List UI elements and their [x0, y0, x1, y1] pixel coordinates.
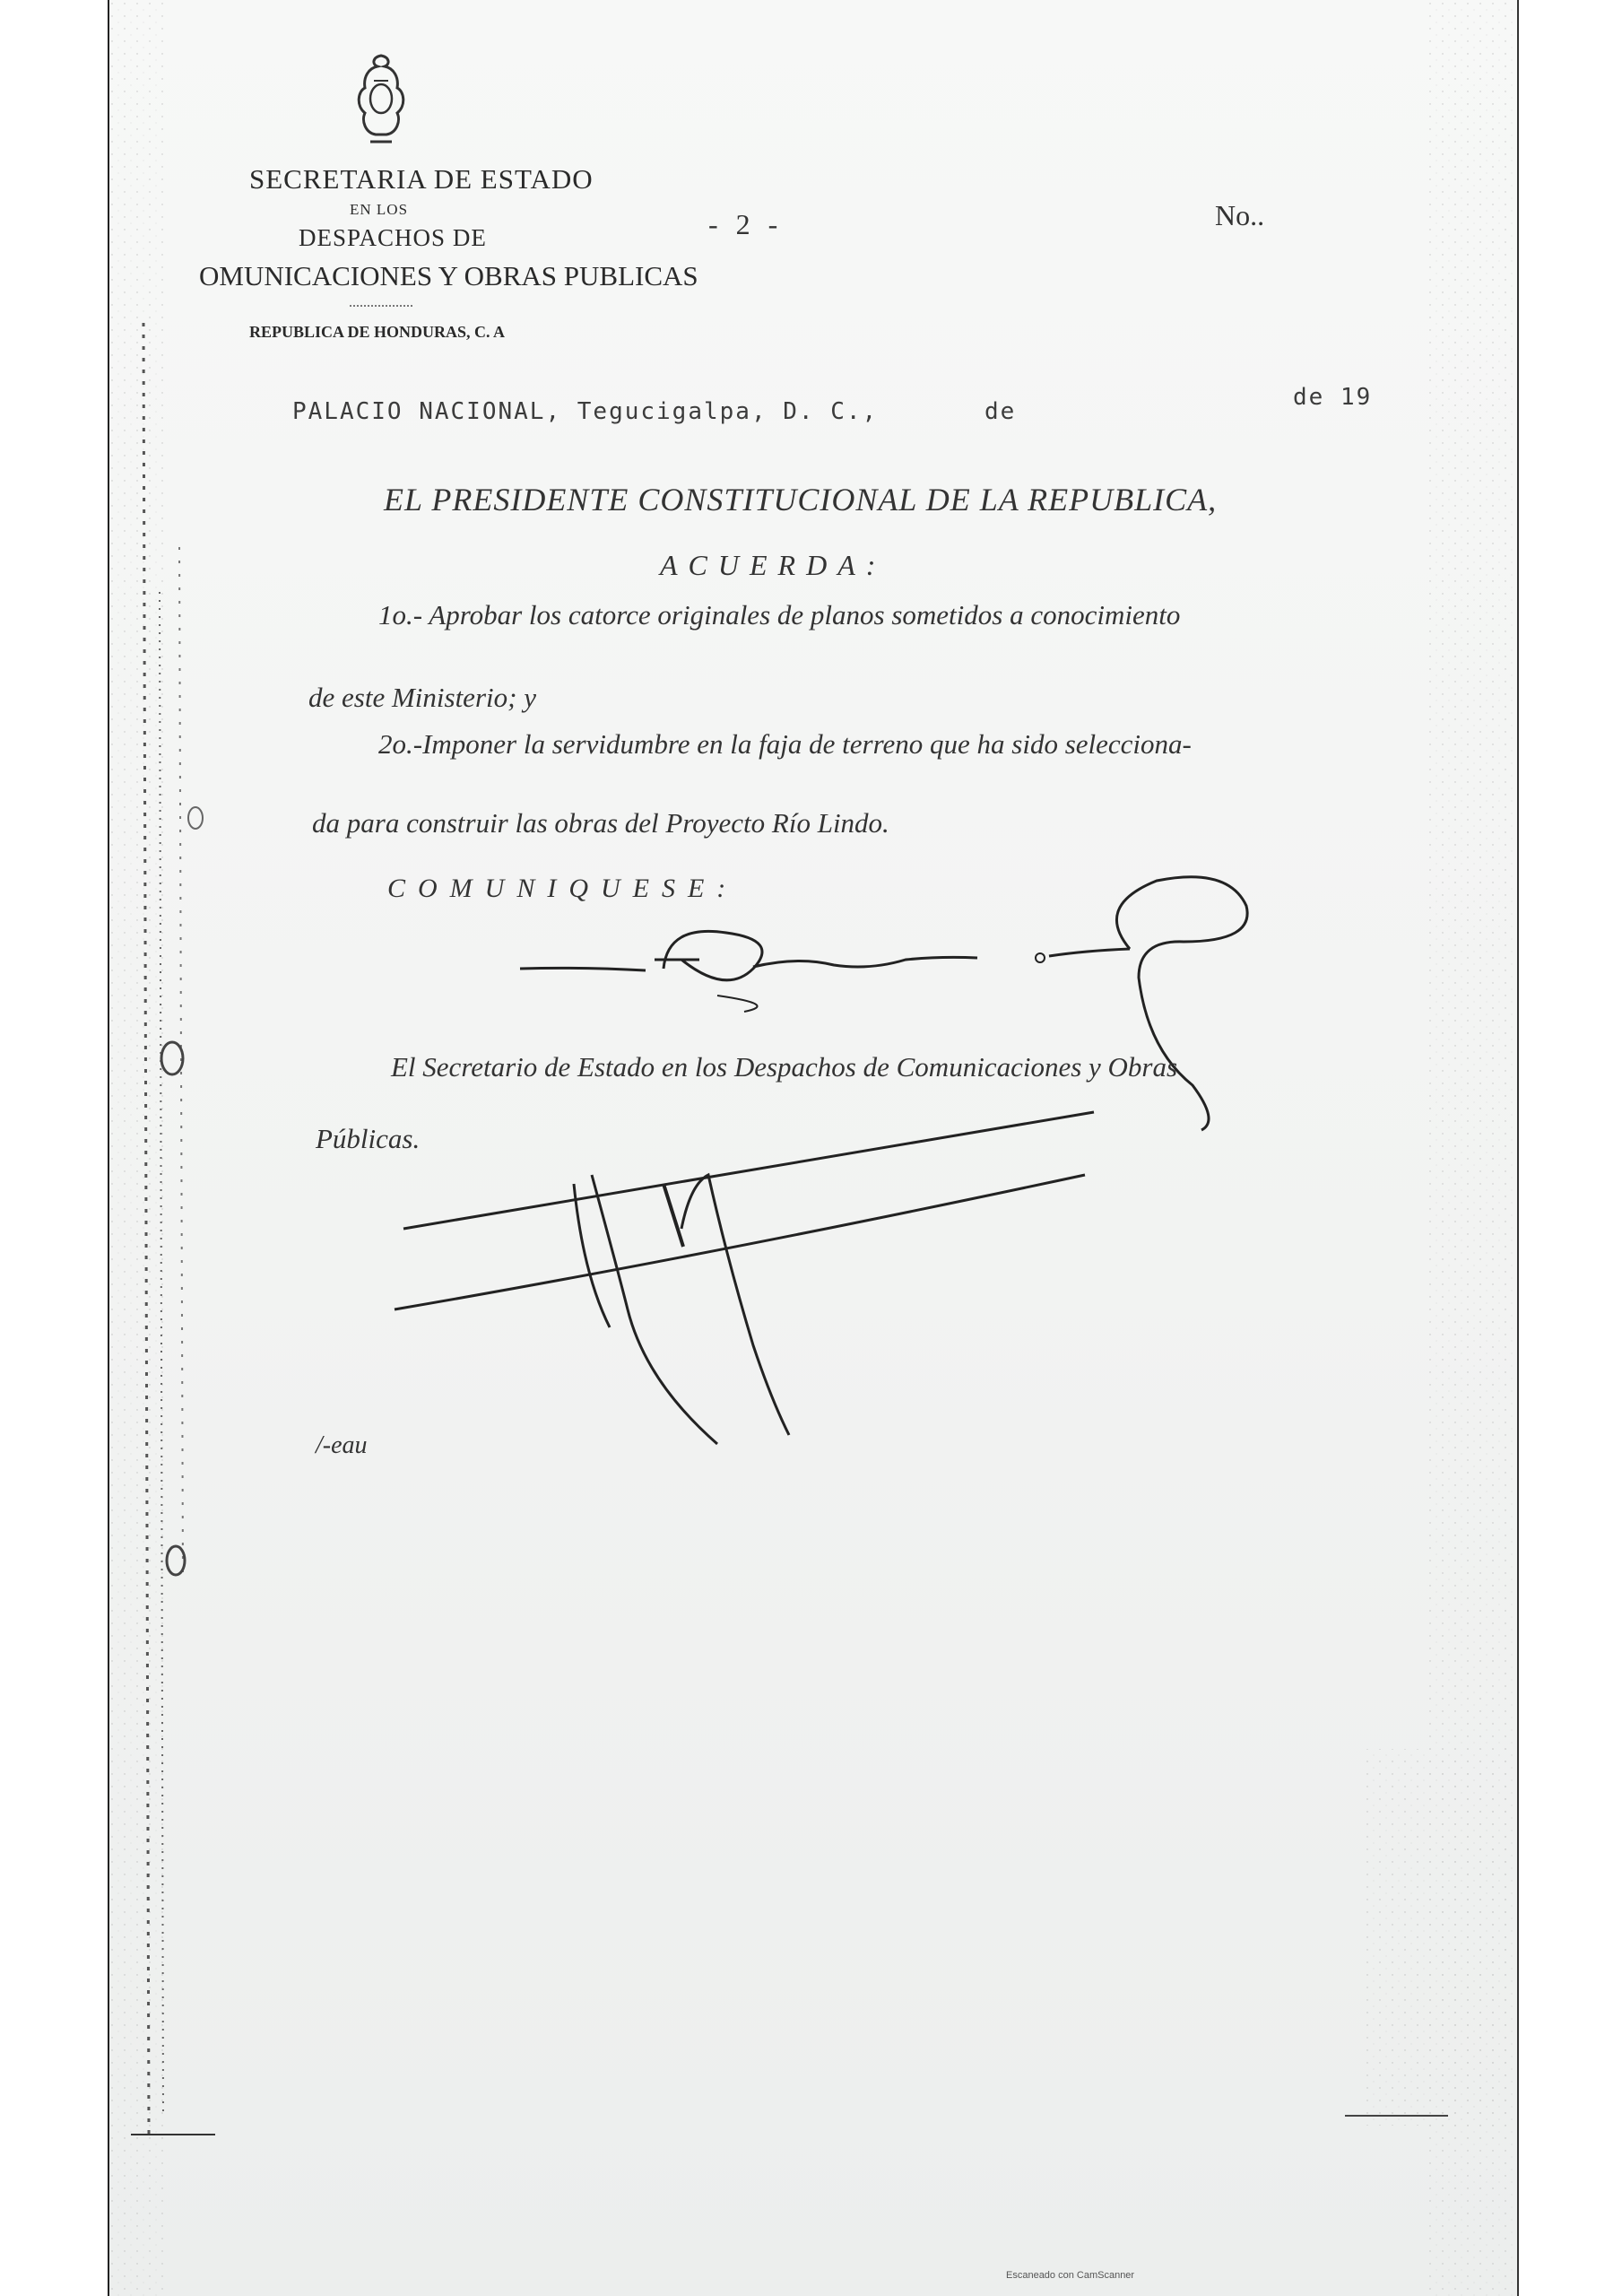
coat-of-arms-icon [345, 52, 417, 147]
document-number-label: No.. [1215, 199, 1265, 231]
footer-rule [1345, 2113, 1453, 2118]
letterhead-despachos: DESPACHOS DE [299, 224, 487, 251]
scanner-watermark: Escaneado con CamScanner [1006, 2270, 1135, 2281]
left-edge-speckle [108, 323, 251, 2135]
place-line: PALACIO NACIONAL, Tegucigalpa, D. C., [292, 398, 879, 425]
letterhead-en-los: EN LOS [350, 201, 409, 218]
letterhead-ministry: OMUNICACIONES Y OBRAS PUBLICAS [199, 260, 698, 291]
place-year: de 19 [1293, 384, 1373, 411]
comuniquese-label: COMUNIQUESE: [387, 874, 739, 903]
place-date-de: de [984, 398, 1017, 425]
clause-2-line-1: 2o.-Imponer la servidumbre en la faja de terreno que ha sido selecciona- [378, 728, 1192, 760]
president-heading: EL PRESIDENTE CONSTITUCIONAL DE LA REPUBLICA, [384, 482, 1218, 517]
letterhead-secretaria: SECRETARIA DE ESTADO [249, 163, 594, 195]
secretary-line-2: Públicas. [316, 1123, 421, 1154]
letterhead-country: REPUBLICA DE HONDURAS, C. A [249, 323, 506, 341]
secretary-signature [395, 1094, 1130, 1471]
typist-initials: /-eau [316, 1431, 368, 1459]
acuerda-heading: ACUERDA: [660, 549, 887, 581]
letterhead-divider [350, 305, 412, 307]
page-number: - 2 - [708, 208, 784, 240]
clause-1-line-1: 1o.- Aprobar los catorce originales de planos sometidos a conocimiento [378, 599, 1181, 631]
clause-2-line-2: da para construir las obras del Proyecto Río Lindo. [312, 807, 889, 839]
clause-1-line-2: de este Ministerio; y [308, 682, 536, 713]
secretary-line-1: El Secretario de Estado en los Despachos de Comunicaciones y Obras [391, 1051, 1178, 1083]
